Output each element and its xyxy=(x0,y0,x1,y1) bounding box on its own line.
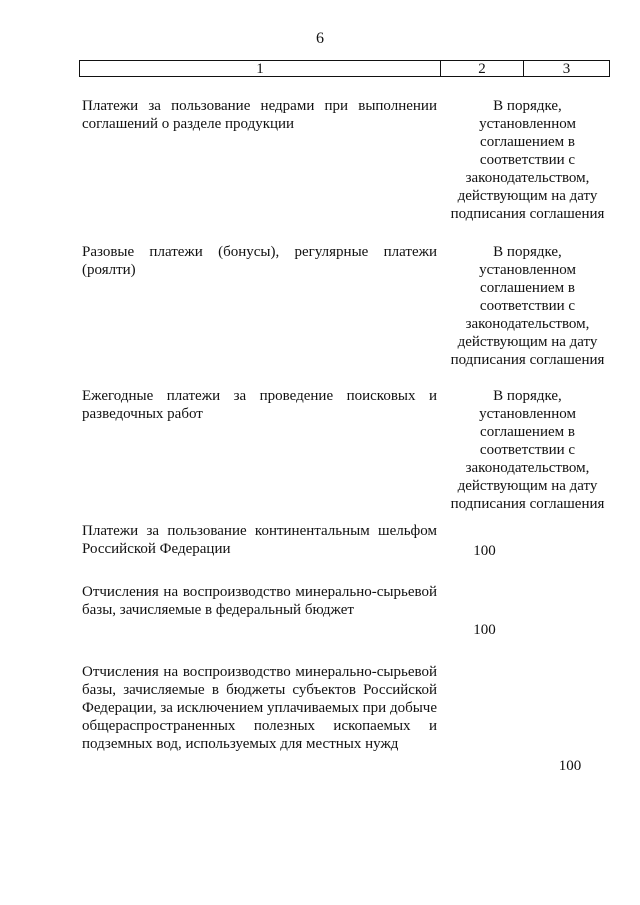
table-header xyxy=(79,60,610,77)
page-number: 6 xyxy=(316,30,324,47)
value-col-2: 100 xyxy=(473,622,496,638)
payment-name: Платежи за пользование континентальным шельфом Российской Федерации xyxy=(82,523,437,557)
payment-name: Отчисления на воспроизводство минерально-сырьевой базы, зачисляемые в бюджеты субъектов Российской Федерации, за исключением уплачиваемых при добыче общераспространенных полезных ископаемых и подземных вод, используемых для местных нужд xyxy=(82,664,437,752)
payment-note: В порядке, установленном соглашением в соответствии с законодательством, действующим на дату подписания соглашения xyxy=(450,244,605,368)
payment-note: В порядке, установленном соглашением в соответствии с законодательством, действующим на дату подписания соглашения xyxy=(450,98,605,222)
payment-name: Ежегодные платежи за проведение поисковых и разведочных работ xyxy=(82,388,437,422)
payment-name: Отчисления на воспроизводство минерально-сырьевой базы, зачисляемые в федеральный бюджет xyxy=(82,584,437,618)
header-col-1: 1 xyxy=(80,61,441,76)
value-col-2: 100 xyxy=(473,543,496,559)
value-col-3: 100 xyxy=(558,758,582,774)
payment-note: В порядке, установленном соглашением в соответствии с законодательством, действующим на дату подписания соглашения xyxy=(450,388,605,512)
header-col-2: 2 xyxy=(441,61,524,76)
payment-name: Платежи за пользование недрами при выполнении соглашений о разделе продукции xyxy=(82,98,437,132)
payment-name: Разовые платежи (бонусы), регулярные платежи (роялти) xyxy=(82,244,437,278)
header-col-3: 3 xyxy=(562,60,571,77)
